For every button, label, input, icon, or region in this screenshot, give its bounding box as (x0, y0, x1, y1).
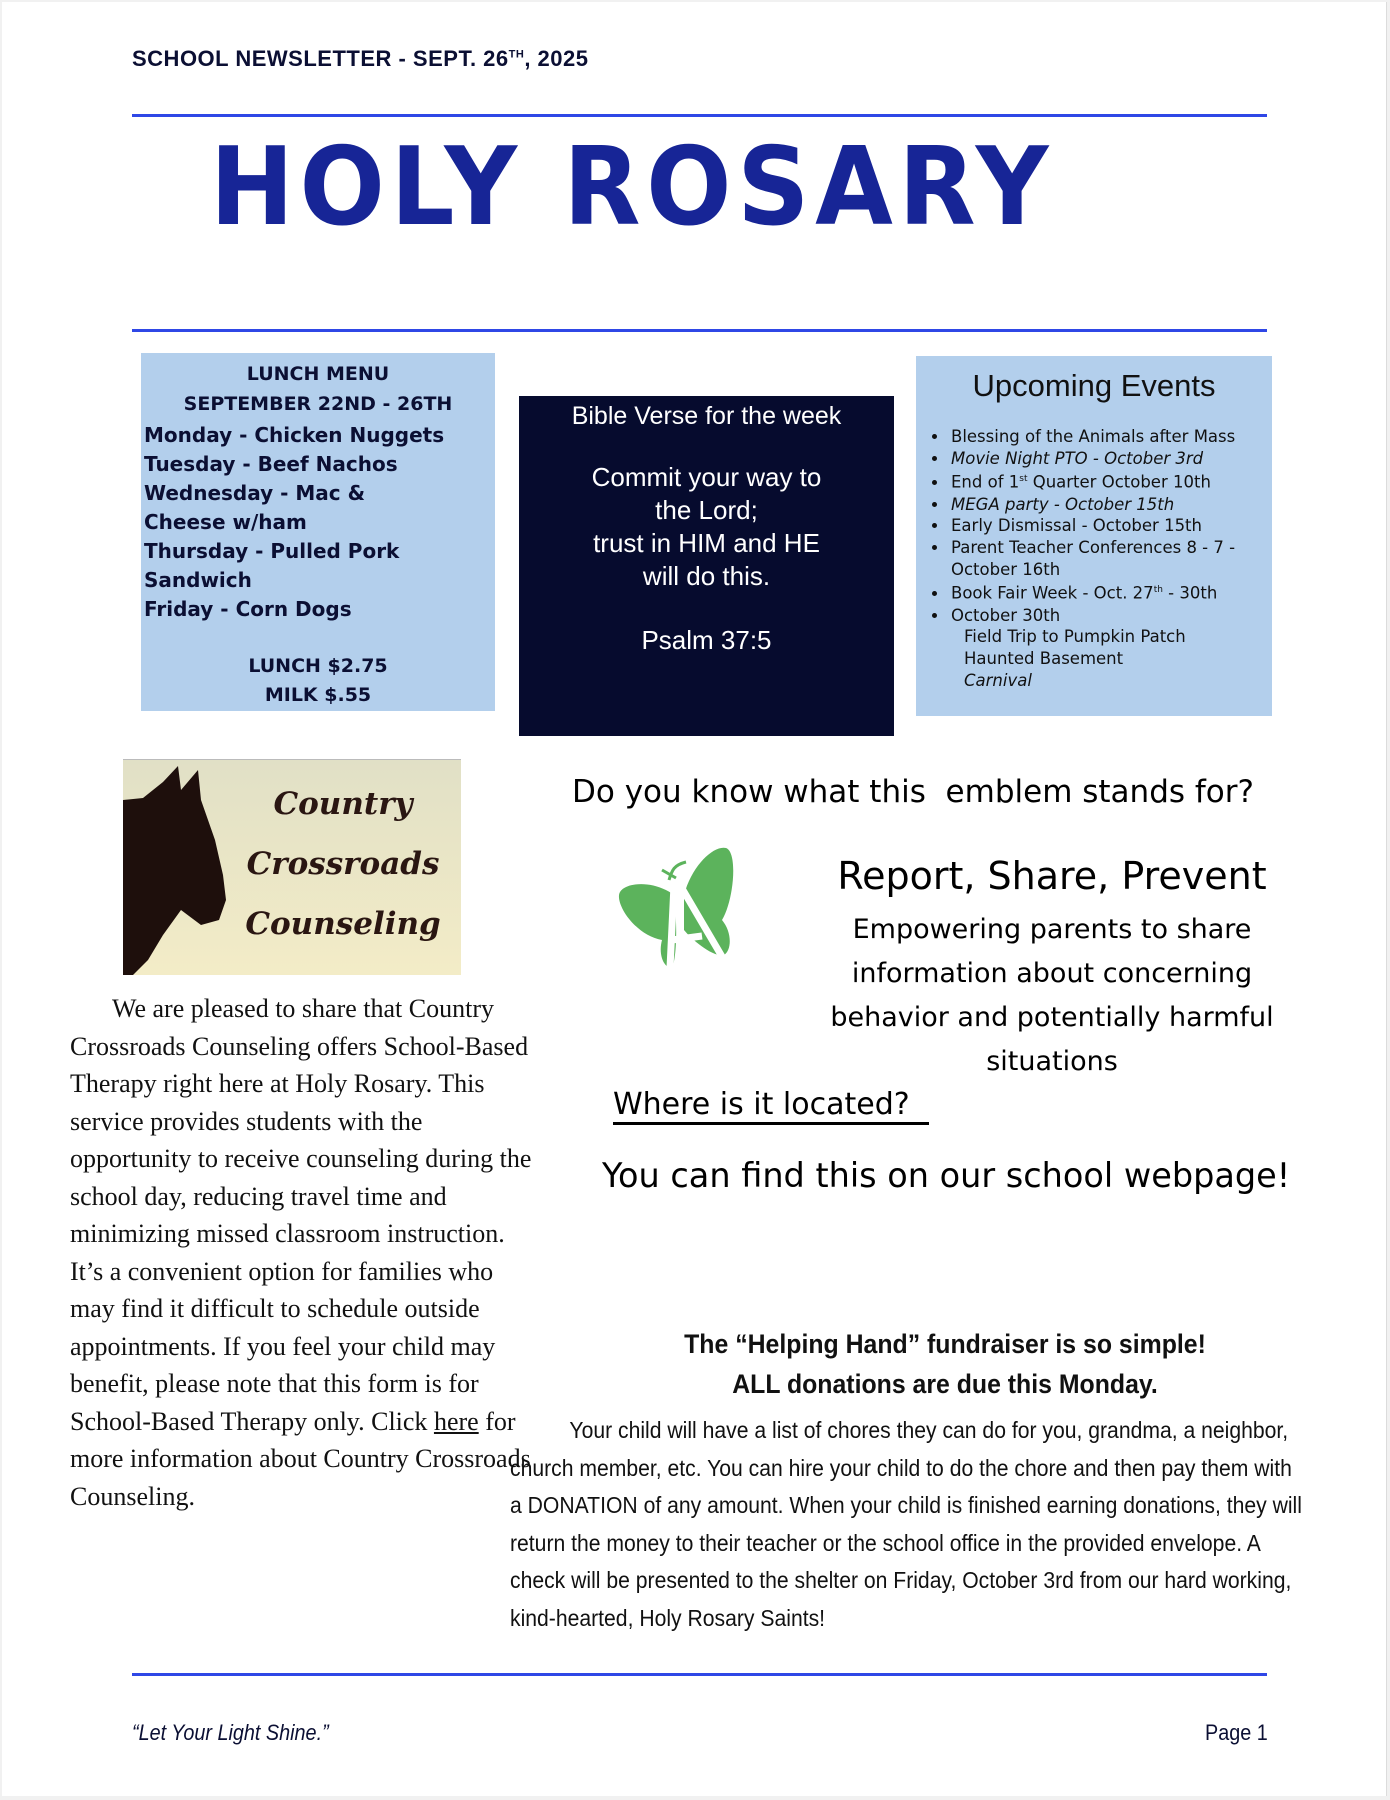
emblem-description: Empowering parents to share information about concerning behavior and potentially harmful situations (830, 914, 1274, 1077)
newsletter-year: , 2025 (524, 46, 589, 71)
event-item (949, 494, 1272, 516)
fundraiser-body (510, 1412, 1302, 1637)
event-text: Blessing of the Animals after Mass (951, 427, 1236, 446)
event-item (949, 605, 1272, 692)
bottom-divider (132, 1673, 1267, 1676)
lunch-menu-items (141, 421, 495, 624)
counseling-paragraph (70, 990, 532, 1515)
emblem-tagline: Report, Share, Prevent (837, 854, 1267, 898)
counseling-text-end: for more information about Country Crossroads Counseling. (70, 1406, 531, 1511)
event-text: Parent Teacher Conferences 8 - 7 - October 16th (951, 538, 1236, 579)
fundraiser-title-line: The “Helping Hand” fundraiser is so simple! (684, 1329, 1206, 1359)
lunch-item: Tuesday - Beef Nachos (144, 452, 398, 476)
logo-line: Counseling (245, 906, 441, 942)
page-number: Page 1 (1205, 1720, 1268, 1745)
counseling-logo-text (233, 774, 453, 954)
fundraiser-text: Your child will have a list of chores they can do for you, grandma, a neighbor, church member, etc. You can hire your child to do the chore and then pay them with a DONATION of any amount. When your child is finished earning donations, they will return the money to their teacher or the school office in the provided envelope. A check will be presented to the shelter on Friday, October 3rd from our hard working, kind-hearted, Holy Rosary Saints! (510, 1417, 1302, 1631)
milk-price: MILK $.55 (264, 684, 372, 706)
newsletter-label: SCHOOL NEWSLETTER - SEPT. 26 (132, 46, 509, 71)
newsletter-date-header (132, 46, 589, 72)
event-item (949, 537, 1272, 580)
lunch-item: Wednesday - Mac & Cheese w/ham (144, 481, 366, 534)
upcoming-events-heading: Upcoming Events (972, 368, 1216, 403)
ordinal-suffix: th (1153, 585, 1163, 596)
event-text: Movie Night PTO - October 3rd (951, 448, 1204, 468)
upcoming-events-box (916, 356, 1272, 716)
bible-verse-heading: Bible Verse for the week (571, 402, 842, 430)
logo-line: Crossroads (246, 846, 440, 882)
lunch-item: Friday - Corn Dogs (144, 597, 352, 621)
lunch-menu-title: LUNCH MENU (246, 363, 390, 385)
bible-verse-text (519, 461, 894, 593)
event-text: Early Dismissal - October 15th (951, 516, 1202, 536)
where-located-heading: Where is it located? (613, 1088, 929, 1125)
counseling-info-link[interactable]: here (433, 1406, 479, 1436)
event-text: - 30th (1162, 583, 1218, 603)
event-item (949, 448, 1272, 470)
event-text: Book Fair Week - Oct. 27 (951, 583, 1154, 603)
verse-line: will do this. (642, 561, 771, 591)
event-item (949, 426, 1272, 448)
event-text: MEGA party - October 15th (951, 494, 1175, 514)
lunch-price: LUNCH $2.75 (248, 655, 388, 677)
fundraiser-title (545, 1324, 1345, 1404)
verse-line: the Lord; (655, 495, 758, 525)
fundraiser-due-line: ALL donations are due this Monday. (732, 1369, 1158, 1399)
event-text: End of 1 (951, 472, 1020, 492)
top-divider (132, 114, 1267, 117)
lunch-item: Monday - Chicken Nuggets (144, 423, 445, 447)
bible-verse-box (519, 396, 894, 736)
lunch-item: Thursday - Pulled Pork Sandwich (144, 539, 400, 592)
date-suffix: TH (508, 48, 525, 61)
event-sub-item: Carnival (964, 670, 1032, 690)
newsletter-page (2, 2, 1387, 1796)
logo-line: Country (273, 786, 413, 822)
title-divider (132, 329, 1267, 332)
event-item (949, 515, 1272, 537)
lunch-menu-week: SEPTEMBER 22ND - 26TH (183, 393, 453, 415)
counseling-logo (123, 759, 461, 975)
verse-line: trust in HIM and HE (593, 528, 820, 558)
counseling-text: We are pleased to share that Country Crossroads Counseling offers School-Based Therapy right here at Holy Rosary. This service provides students with the opportunity to receive counseling during the school day, reducing travel time and minimizing missed classroom instruction. It’s a convenient option for families who may find it difficult to schedule outside appointments. If you feel your child may benefit, please note that this form is for School-Based Therapy only. Click (70, 994, 532, 1436)
school-title: HOLY ROSARY (209, 125, 1055, 250)
webpage-location-answer: You can find this on our school webpage! (602, 1156, 1291, 1195)
footer-motto: “Let Your Light Shine.” (132, 1720, 329, 1745)
event-item (949, 469, 1272, 493)
emblem-question: Do you know what this emblem stands for? (572, 774, 1254, 810)
event-sub-item: Field Trip to Pumpkin Patch (964, 627, 1186, 647)
ordinal-suffix: st (1019, 474, 1028, 485)
bible-verse-reference: Psalm 37:5 (641, 625, 772, 655)
horse-silhouette-icon (123, 760, 233, 975)
event-text: October 30th (951, 605, 1061, 625)
event-sub-item: Haunted Basement (964, 649, 1124, 669)
lunch-menu-box (141, 353, 495, 711)
events-list (916, 426, 1272, 691)
verse-line: Commit your way to (591, 462, 822, 492)
event-item (949, 580, 1272, 604)
event-text: Quarter October 10th (1027, 472, 1211, 492)
butterfly-emblem-icon (614, 840, 744, 970)
